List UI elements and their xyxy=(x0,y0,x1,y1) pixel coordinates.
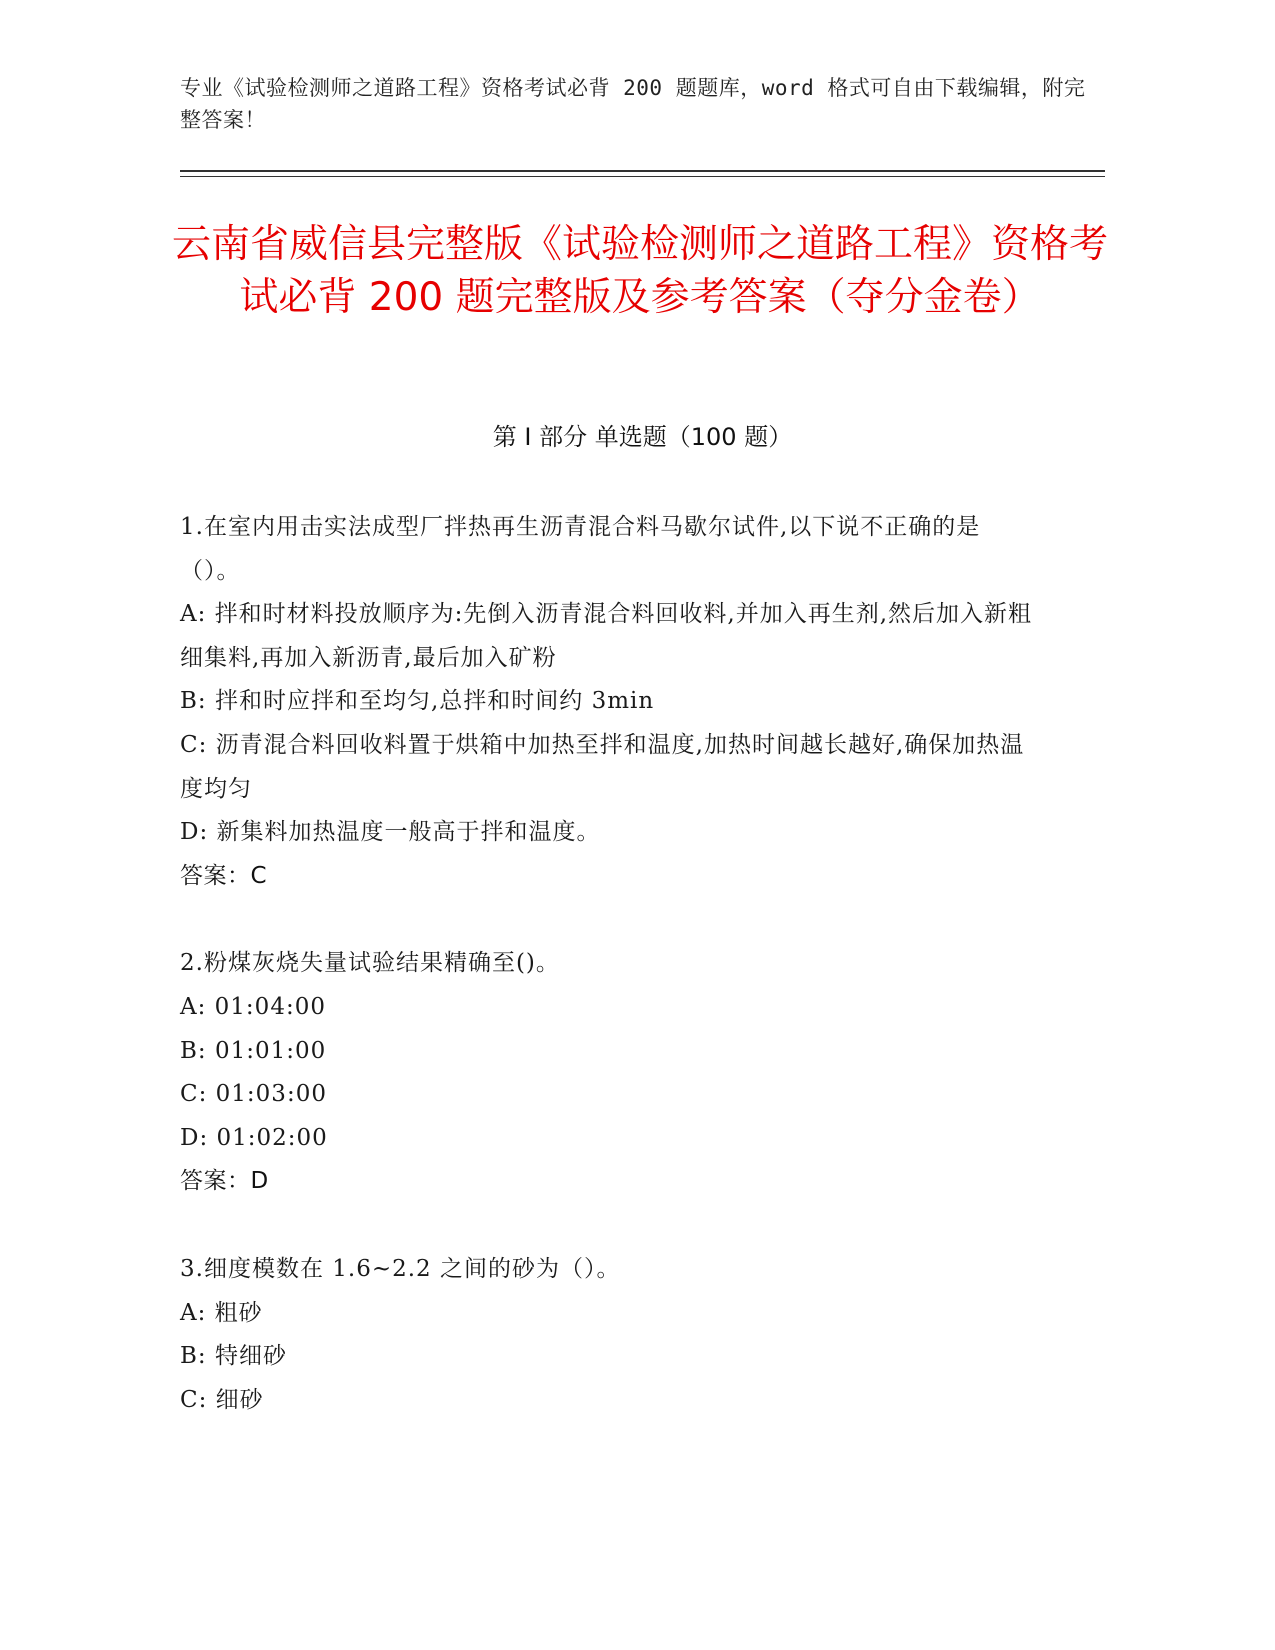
option-b: B: 特细砂 xyxy=(180,1343,287,1370)
question-stem: 1.在室内用击实法成型厂拌热再生沥青混合料马歇尔试件,以下说不正确的是（）。 xyxy=(180,514,981,584)
option-a: A: 拌和时材料投放顺序为:先倒入沥青混合料回收料,并加入再生剂,然后加入新粗细集料,再加入新沥青,最后加入矿粉 xyxy=(180,601,1033,671)
question-1 xyxy=(180,506,1040,898)
option-c: C: 01:03:00 xyxy=(180,1081,327,1108)
section-heading: 第 I 部分 单选题（100 题） xyxy=(492,423,793,451)
header-divider-thin xyxy=(180,176,1105,177)
option-c: C: 细砂 xyxy=(180,1386,264,1413)
document-title: 云南省威信县完整版《试验检测师之道路工程》资格考试必背 200 题完整版及参考答案（夺分金卷） xyxy=(171,222,1108,320)
header-note: 专业《试验检测师之道路工程》资格考试必背 200 题题库，word 格式可自由下载编辑，附完整答案！ xyxy=(180,76,1086,132)
option-b: B: 拌和时应拌和至均匀,总拌和时间约 3min xyxy=(180,688,655,715)
question-2 xyxy=(180,942,1040,1204)
question-list xyxy=(180,506,1040,1466)
question-3 xyxy=(180,1248,1040,1422)
option-a: A: 粗砂 xyxy=(180,1299,263,1326)
option-d: D: 新集料加热温度一般高于拌和温度。 xyxy=(180,819,601,846)
option-b: B: 01:01:00 xyxy=(180,1037,327,1064)
header-divider-thick xyxy=(180,170,1105,172)
option-c: C: 沥青混合料回收料置于烘箱中加热至拌和温度,加热时间越长越好,确保加热温度均匀 xyxy=(180,731,1025,802)
option-d: D: 01:02:00 xyxy=(180,1124,328,1151)
question-stem: 2.粉煤灰烧失量试验结果精确至()。 xyxy=(180,950,560,977)
option-a: A: 01:04:00 xyxy=(180,993,326,1020)
answer: 答案：D xyxy=(180,1168,269,1195)
question-stem: 3.细度模数在 1.6~2.2 之间的砂为（）。 xyxy=(180,1255,621,1282)
answer: 答案：C xyxy=(180,862,268,889)
